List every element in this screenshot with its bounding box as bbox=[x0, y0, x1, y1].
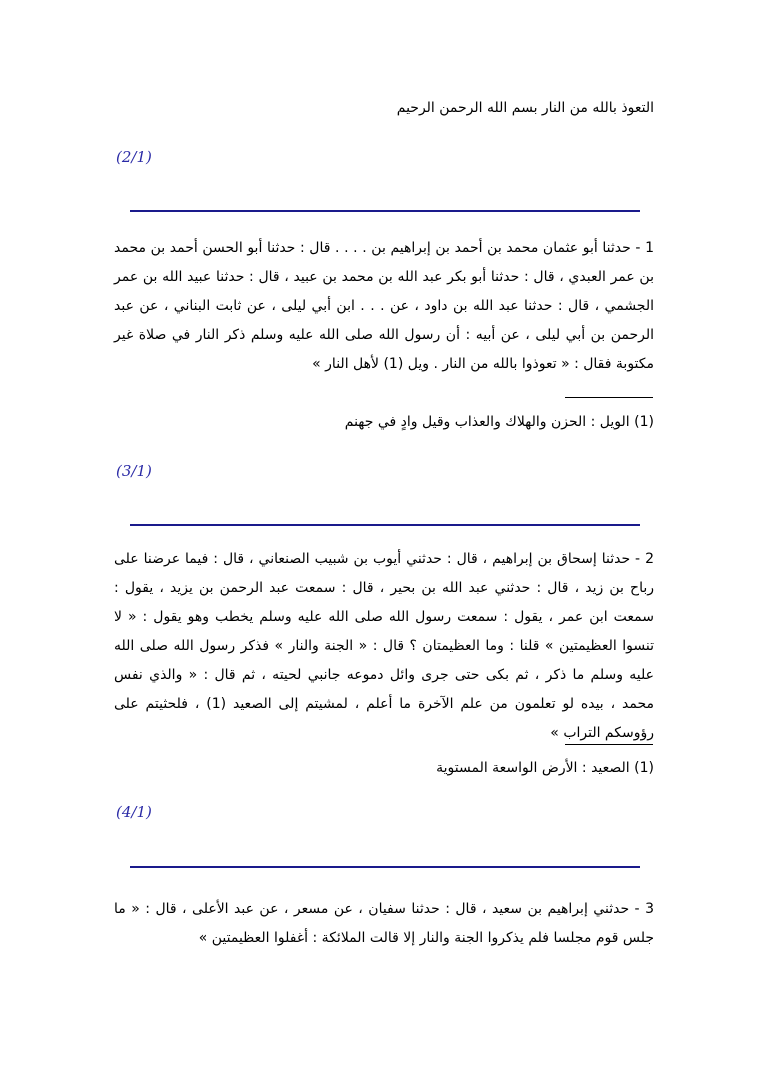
section-divider bbox=[130, 210, 640, 212]
hadith-paragraph: 3 - حدثني إبراهيم بن سعيد ، قال : حدثنا سفيان ، عن مسعر ، عن عبد الأعلى ، قال : « ما جلس قوم مجلسا فلم يذكروا الجنة والنار إلا قالت الملائكة : أغفلوا العظيمتين » bbox=[114, 901, 654, 946]
page-title: التعوذ بالله من النار بسم الله الرحمن الرحيم bbox=[396, 100, 654, 116]
page-reference: (3/1) bbox=[116, 462, 152, 480]
footnote: (1) الصعيد : الأرض الواسعة المستوية bbox=[436, 760, 654, 776]
section-divider bbox=[130, 866, 640, 868]
footnote-separator bbox=[565, 744, 653, 745]
page-reference: (2/1) bbox=[116, 148, 152, 166]
footnote-separator bbox=[565, 397, 653, 398]
hadith-paragraph: 2 - حدثنا إسحاق بن إبراهيم ، قال : حدثني أيوب بن شبيب الصنعاني ، قال : فيما عرضنا على رباح بن زيد ، قال : حدثني عبد الله بن بحير ، قال : سمعت عبد الرحمن بن يزيد ، يقول : سمعت ابن عمر ، يقول : سمعت رسول الله صلى الله عليه وسلم يخطب وهو يقول : « لا تنسوا العظيمتين » قلنا : وما العظيمتان ؟ قال : « الجنة والنار » فذكر رسول الله صلى الله عليه وسلم ما ذكر ، ثم بكى حتى جرى وائل دموعه جانبي لحيته ، ثم قال : « والذي نفس محمد ، بيده لو تعلمون من علم الآخرة ما أعلم ، لمشيتم إلى الصعيد (1) ، فلحثيتم على رؤوسكم التراب » bbox=[114, 551, 654, 741]
page-reference: (4/1) bbox=[116, 803, 152, 821]
footnote: (1) الويل : الحزن والهلاك والعذاب وقيل وادٍ في جهنم bbox=[344, 414, 654, 430]
section-divider bbox=[130, 524, 640, 526]
hadith-paragraph: 1 - حدثنا أبو عثمان محمد بن أحمد بن إبراهيم بن . . . . قال : حدثنا أبو الحسن أحمد بن محمد بن عمر العبدي ، قال : حدثنا أبو بكر عبد الله بن محمد بن عبيد ، قال : حدثنا عبيد الله بن عمر الجشمي ، قال : حدثنا عبد الله بن داود ، عن . . . ابن أبي ليلى ، عن ثابت البناني ، عن عبد الرحمن بن أبي ليلى ، عن أبيه : أن رسول الله صلى الله عليه وسلم ذكر النار في صلاة غير مكتوبة فقال : « تعوذوا بالله من النار . ويل (1) لأهل النار » bbox=[114, 240, 654, 372]
